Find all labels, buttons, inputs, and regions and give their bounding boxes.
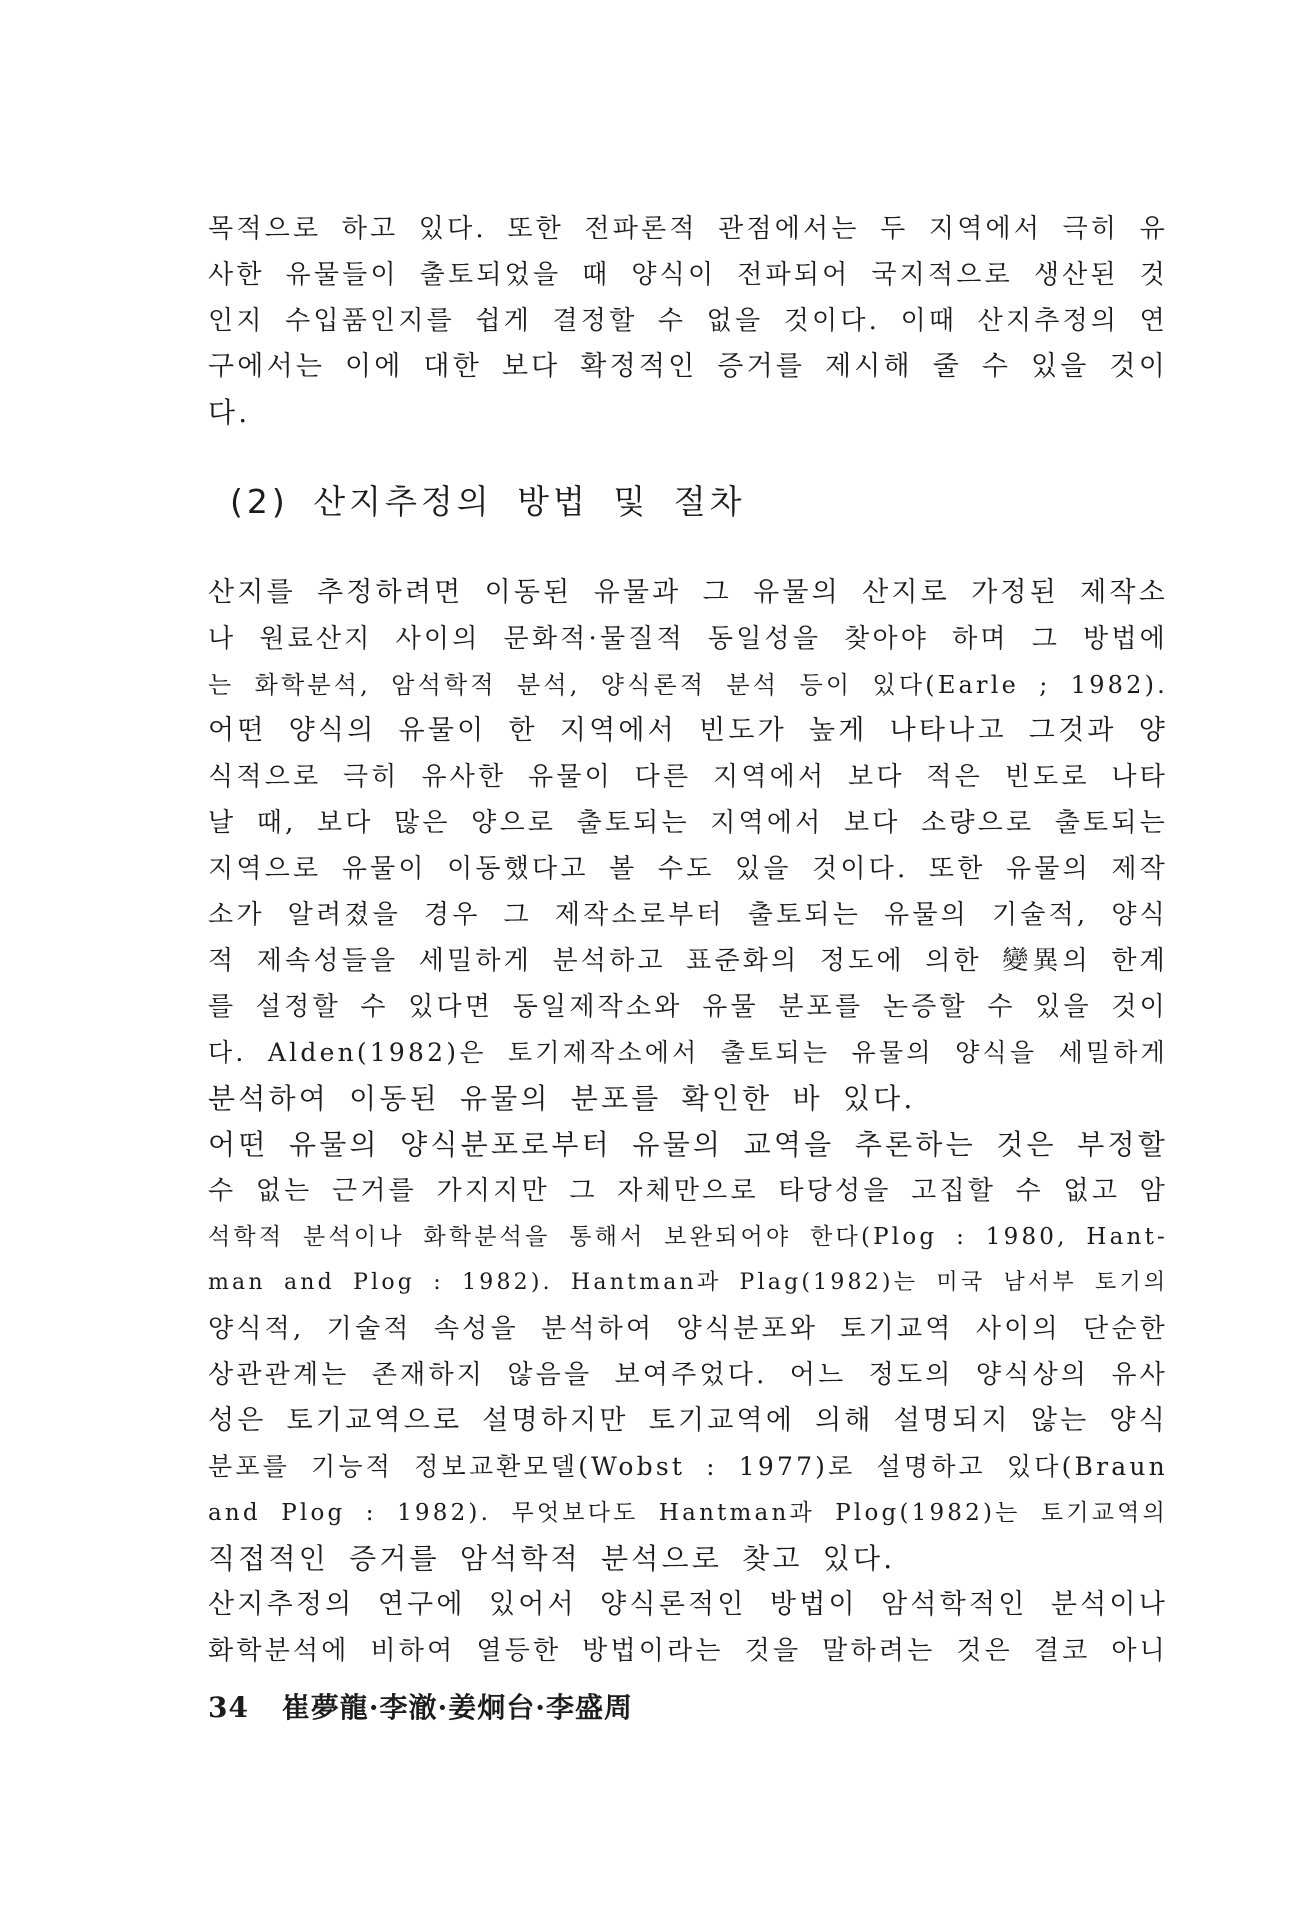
text-line: 어떤 유물의 양식분포로부터 유물의 교역을 추론하는 것은 부정할 [208, 1128, 1168, 1161]
text-line: 성은 토기교역으로 설명하지만 토기교역에 의해 설명되지 않는 양식 [208, 1405, 1168, 1436]
text-line: 날 때, 보다 많은 양으로 출토되는 지역에서 보다 소량으로 출토되는 [208, 808, 1168, 838]
text-line: and Plog : 1982). 무엇보다도 Hantman과 Plog(1982)는 토기교역의 [208, 1500, 1168, 1526]
text-line: 적 제속성들을 세밀하게 분석하고 표준화의 정도에 의한 變異의 한계 [208, 946, 1168, 976]
text-line: 양식적, 기술적 속성을 분석하여 양식분포와 토기교역 사이의 단순한 [208, 1314, 1168, 1344]
text-line: 상관관계는 존재하지 않음을 보여주었다. 어느 정도의 양식상의 유사 [208, 1360, 1168, 1390]
text-line: 식적으로 극히 유사한 유물이 다른 지역에서 보다 적은 빈도로 나타 [208, 762, 1168, 792]
text-line: 인지 수입품인지를 쉽게 결정할 수 없을 것이다. 이때 산지추정의 연 [208, 306, 1168, 336]
text-line: 분석하여 이동된 유물의 분포를 확인한 바 있다. [208, 1082, 916, 1115]
text-line: 직접적인 증거를 암석학적 분석으로 찾고 있다. [208, 1542, 896, 1575]
text-line: 산지추정의 연구에 있어서 양식론적인 방법이 암석학적인 분석이나 [208, 1589, 1168, 1620]
text-line: man and Plog : 1982). Hantman과 Plag(1982)는 미국 남서부 토기의 [208, 1270, 1168, 1295]
text-line: 산지를 추정하려면 이동된 유물과 그 유물의 산지로 가정된 제작소 [208, 577, 1168, 608]
text-line: 분포를 기능적 정보교환모델(Wobst : 1977)로 설명하고 있다(Braun [208, 1452, 1168, 1481]
text-line: 사한 유물들이 출토되었을 때 양식이 전파되어 국지적으로 생산된 것 [208, 260, 1168, 290]
text-line: 나 원료산지 사이의 문화적·물질적 동일성을 찾아야 하며 그 방법에 [208, 624, 1168, 654]
page-number: 34 [208, 1691, 249, 1724]
text-line: 수 없는 근거를 가지지만 그 자체만으로 타당성을 고집할 수 없고 암 [208, 1176, 1168, 1206]
intro-paragraph [208, 206, 1168, 436]
text-line: 구에서는 이에 대한 보다 확정적인 증거를 제시해 줄 수 있을 것이 [208, 351, 1168, 382]
section-heading: (2) 산지추정의 방법 및 절차 [230, 482, 746, 521]
text-line: 목적으로 하고 있다. 또한 전파론적 관점에서는 두 지역에서 극히 유 [208, 214, 1168, 244]
text-line: 다. [208, 396, 251, 429]
footer-authors: 崔夢龍·李澈·姜炯台·李盛周 [281, 1691, 633, 1724]
text-line: 를 설정할 수 있다면 동일제작소와 유물 분포를 논증할 수 있을 것이 [208, 992, 1168, 1022]
text-line: 화학분석에 비하여 열등한 방법이라는 것을 말하려는 것은 결코 아니 [208, 1636, 1168, 1666]
text-line: 는 화학분석, 암석학적 분석, 양식론적 분석 등이 있다(Earle ; 1982). [208, 671, 1168, 699]
section-body [208, 570, 1168, 1674]
text-line: 소가 알려졌을 경우 그 제작소로부터 출토되는 유물의 기술적, 양식 [208, 900, 1168, 930]
text-line: 석학적 분석이나 화학분석을 통해서 보완되어야 한다(Plog : 1980, Hant- [208, 1224, 1168, 1250]
text-line: 다. Alden(1982)은 토기제작소에서 출토되는 유물의 양식을 세밀하게 [208, 1038, 1168, 1067]
page-footer [208, 1686, 633, 1726]
text-line: 지역으로 유물이 이동했다고 볼 수도 있을 것이다. 또한 유물의 제작 [208, 854, 1168, 884]
text-line: 어떤 양식의 유물이 한 지역에서 빈도가 높게 나타나고 그것과 양 [208, 715, 1168, 746]
